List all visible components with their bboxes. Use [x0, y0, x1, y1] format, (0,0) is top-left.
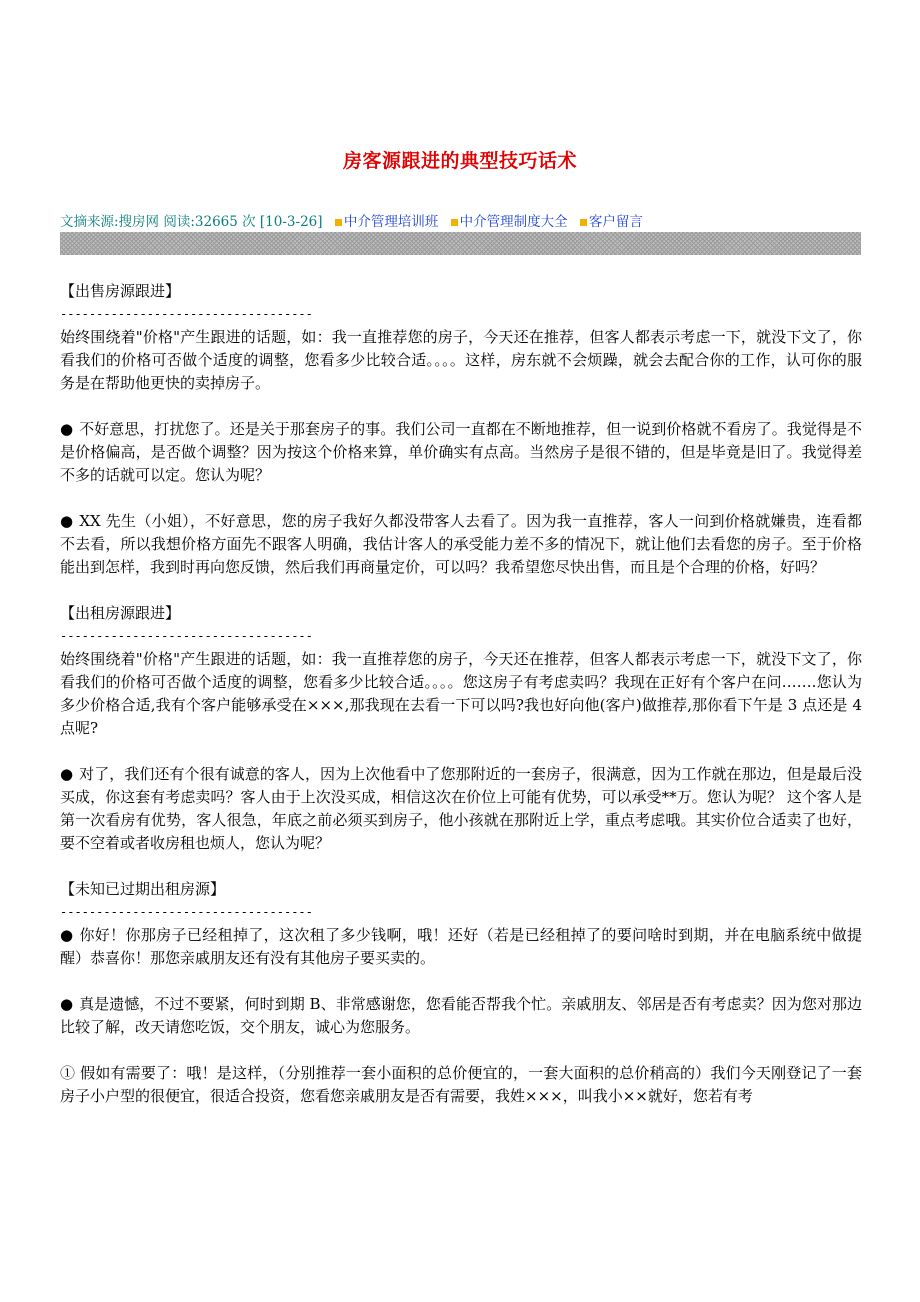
section-divider: -----------------------------------	[60, 629, 313, 643]
paragraph-sale-intro: 始终围绕着"价格"产生跟进的话题，如：我一直推荐您的房子，今天还在推荐，但客人都表示考虑一下，就没下文了，你看我们的价格可否做个适度的调整，您看多少比较合适。。。。这样，房东就不会烦躁，就会去配合你的工作，认可你的服务是在帮助他更快的卖掉房子。	[60, 328, 862, 392]
bullet-icon: ●	[60, 995, 74, 1013]
paragraph-sale-bullet-2	[60, 510, 862, 579]
paragraph-rent-bullet-1	[60, 763, 862, 855]
bullet-text: 对了，我们还有个很有诚意的客人，因为上次他看中了您那附近的一套房子，很满意，因为工作就在那边，但是最后没买成，你这套有考虑卖吗？客人由于上次没买成，相信这次在价位上可能有优势，可以承受**万。您认为呢？ 这个客人是第一次看房有优势，客人很急，年底之前必须买到房子，他小孩就在那附近上学，重点考虑哦。其实价位合适卖了也好，要不空着或者收房租也烦人，您认为呢？	[60, 765, 862, 852]
bullet-text: 你好！你那房子已经租掉了，这次租了多少钱啊，哦！还好（若是已经租掉了的要问啥时到期，并在电脑系统中做提醒）恭喜你！那您亲戚朋友还有没有其他房子要买卖的。	[60, 926, 862, 967]
square-bullet-icon	[335, 219, 342, 226]
bullet-text: 不好意思，打扰您了。还是关于那套房子的事。我们公司一直都在不断地推荐，但一说到价格就不看房了。我觉得是不是价格偏高，是否做个调整？因为按这个价格来算，单价确实有点高。当然房子是很不错的，但是毕竟是旧了。我觉得差不多的话就可以定。您认为呢？	[60, 420, 862, 484]
bullet-text: 真是遗憾，不过不要紧，何时到期 B、非常感谢您，您看能否帮我个忙。亲戚朋友、邻居是否有考虑卖？因为您对那边比较了解，改天请您吃饭，交个朋友，诚心为您服务。	[60, 995, 863, 1036]
paragraph-sale-bullet-1	[60, 418, 862, 487]
paragraph-expired-bullet-2	[60, 993, 862, 1039]
section-divider: -----------------------------------	[60, 905, 313, 919]
square-bullet-icon	[451, 219, 458, 226]
bullet-text: XX 先生（小姐），不好意思，您的房子我好久都没带客人去看了。因为我一直推荐，客人一问到价格就嫌贵，连看都不去看，所以我想价格方面先不跟客人明确，我估计客人的承受能力差不多的情况下，就让他们去看您的房子。至于价格能出到怎样，我到时再向您反馈，然后我们再商量定价，可以吗？我希望您尽快出售，而且是个合理的价格，好吗？	[60, 512, 862, 576]
section-divider: -----------------------------------	[60, 307, 313, 321]
paragraph-rent-intro: 始终围绕着"价格"产生跟进的话题，如：我一直推荐您的房子，今天还在推荐，但客人都表示考虑一下，就没下文了，你看我们的价格可否做个适度的调整，您看多少比较合适。。。。您这房子有考虑卖吗？我现在正好有个客户在问…….您认为多少价格合适,我有个客户能够承受在×××,那我现在去看一下可以吗?我也好向他(客户)做推荐,那你看下午是 3 点还是 4 点呢?	[60, 650, 862, 737]
bullet-icon: ●	[60, 512, 74, 530]
bullet-icon: ●	[60, 926, 74, 944]
section-heading-sale: 【出售房源跟进】	[60, 282, 181, 300]
square-bullet-icon	[580, 219, 587, 226]
link-training-class[interactable]: 中介管理培训班	[343, 214, 439, 230]
article-body	[60, 280, 862, 1131]
link-management-rules[interactable]: 中介管理制度大全	[459, 214, 568, 230]
article-title: 房客源跟进的典型技巧话术	[342, 150, 577, 172]
section-heading-expired: 【未知已过期出租房源】	[60, 880, 226, 898]
link-customer-message[interactable]: 客户留言	[588, 214, 643, 230]
source-info: 文摘来源:搜房网 阅读:32665 次 [10-3-26]	[60, 214, 323, 230]
article-meta	[60, 210, 643, 230]
paragraph-expired-numbered-1: ① 假如有需要了：哦！是这样，（分别推荐一套小面积的总价便宜的，一套大面积的总价稍高的）我们今天刚登记了一套房子小户型的很便宜，很适合投资，您看您亲戚朋友是否有需要，我姓×××，叫我小××就好，您若有考	[60, 1064, 862, 1105]
section-heading-rent: 【出租房源跟进】	[60, 604, 181, 622]
bullet-icon: ●	[60, 765, 74, 783]
bullet-icon: ●	[60, 420, 74, 438]
paragraph-expired-bullet-1	[60, 924, 862, 970]
hatched-divider-band	[60, 232, 861, 255]
